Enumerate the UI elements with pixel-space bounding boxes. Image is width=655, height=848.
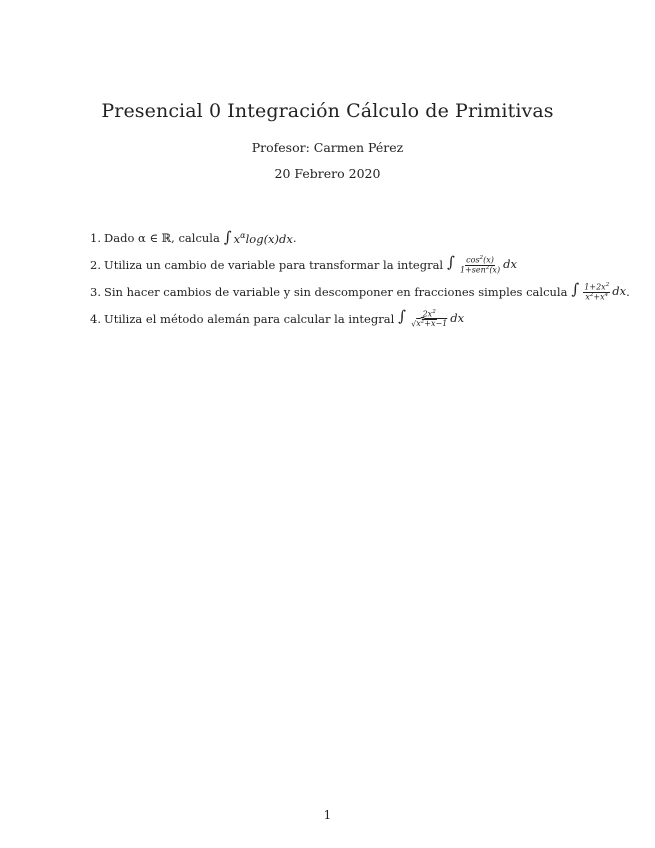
problem-tail: .: [292, 230, 297, 245]
problem-list: [90, 224, 630, 332]
problem-text: Dado α ∈ ℝ, calcula: [104, 230, 220, 245]
problem-math: ∫ $x^\alpha\log(x)dx$: [223, 227, 293, 246]
problem-text: Utiliza el método alemán para calcular la integral: [104, 311, 395, 326]
problem-item-4: [90, 305, 630, 332]
problem-math: ∫ $\frac{\cos^2(x)}{1+sen^2(x)}$ dx: [447, 253, 517, 275]
page-number: 1: [323, 808, 332, 822]
problem-tail: .: [626, 284, 630, 299]
document-date: 20 Febrero 2020: [274, 166, 381, 181]
problem-number: 3.: [90, 284, 101, 299]
problem-number: 4.: [90, 311, 101, 326]
problem-item-1: [90, 224, 630, 251]
problem-item-2: [90, 251, 630, 278]
problem-item-3: [90, 278, 630, 305]
problem-text: Utiliza un cambio de variable para transformar la integral: [104, 257, 444, 272]
document-title: Presencial 0 Integración Cálculo de Primitivas: [101, 100, 554, 122]
problem-math: ∫ $\frac{1+2x^2}{x^2+x^4}$ dx: [571, 280, 627, 302]
problem-number: 2.: [90, 257, 101, 272]
problem-math: ∫ $\frac{2x^2}{√x^2+x-1}$ dx: [398, 307, 465, 329]
problem-number: 1.: [90, 230, 101, 245]
problem-text: Sin hacer cambios de variable y sin descomponer en fracciones simples calcula: [104, 284, 568, 299]
document-author: Profesor: Carmen Pérez: [251, 140, 404, 155]
